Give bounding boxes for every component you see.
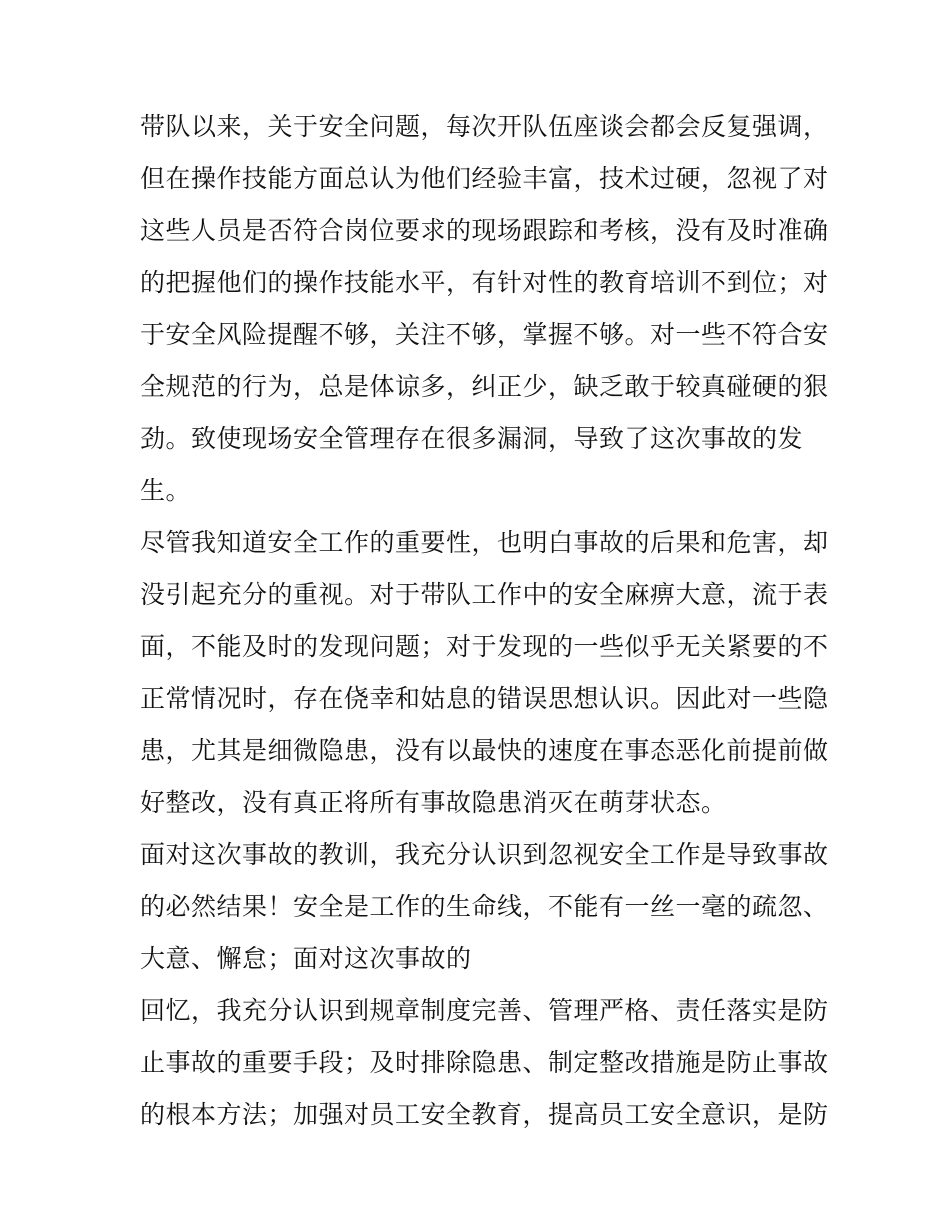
text-line: 好整改，没有真正将所有事故隐患消灭在萌芽状态。 xyxy=(140,788,727,817)
text-line: 止事故的重要手段；及时排除隐患、制定整改措施是防止事故 xyxy=(140,1048,829,1077)
text-line: 尽管我知道安全工作的重要性，也明白事故的后果和危害，却 xyxy=(140,528,829,557)
text-line: 于安全风险提醒不够，关注不够，掌握不够。对一些不符合安 xyxy=(140,320,829,349)
text-line: 大意、懈怠；面对这次事故的 xyxy=(140,944,472,973)
text-line: 劲。致使现场安全管理存在很多漏洞，导致了这次事故的发 xyxy=(140,424,804,453)
document-body xyxy=(140,101,829,1141)
text-line: 正常情况时，存在侥幸和姑息的错误思想认识。因此对一些隐 xyxy=(140,684,829,713)
text-line: 面，不能及时的发现问题；对于发现的一些似乎无关紧要的不 xyxy=(140,632,829,661)
text-line: 回忆，我充分认识到规章制度完善、管理严格、责任落实是防 xyxy=(140,996,829,1025)
text-line: 面对这次事故的教训，我充分认识到忽视安全工作是导致事故 xyxy=(140,840,829,869)
text-line: 的根本方法；加强对员工安全教育，提高员工安全意识，是防 xyxy=(140,1100,829,1129)
text-line: 的把握他们的操作技能水平，有针对性的教育培训不到位；对 xyxy=(140,268,829,297)
text-line: 这些人员是否符合岗位要求的现场跟踪和考核，没有及时准确 xyxy=(140,216,829,245)
text-line: 生。 xyxy=(140,476,192,505)
text-line: 全规范的行为，总是体谅多，纠正少，缺乏敢于较真碰硬的狠 xyxy=(140,372,829,401)
text-line: 患，尤其是细微隐患，没有以最快的速度在事态恶化前提前做 xyxy=(140,736,829,765)
text-line: 的必然结果！安全是工作的生命线，不能有一丝一毫的疏忽、 xyxy=(140,892,829,921)
text-line: 带队以来，关于安全问题，每次开队伍座谈会都会反复强调， xyxy=(140,112,829,141)
text-line: 没引起充分的重视。对于带队工作中的安全麻痹大意，流于表 xyxy=(140,580,829,609)
text-line: 但在操作技能方面总认为他们经验丰富，技术过硬，忽视了对 xyxy=(140,164,829,193)
